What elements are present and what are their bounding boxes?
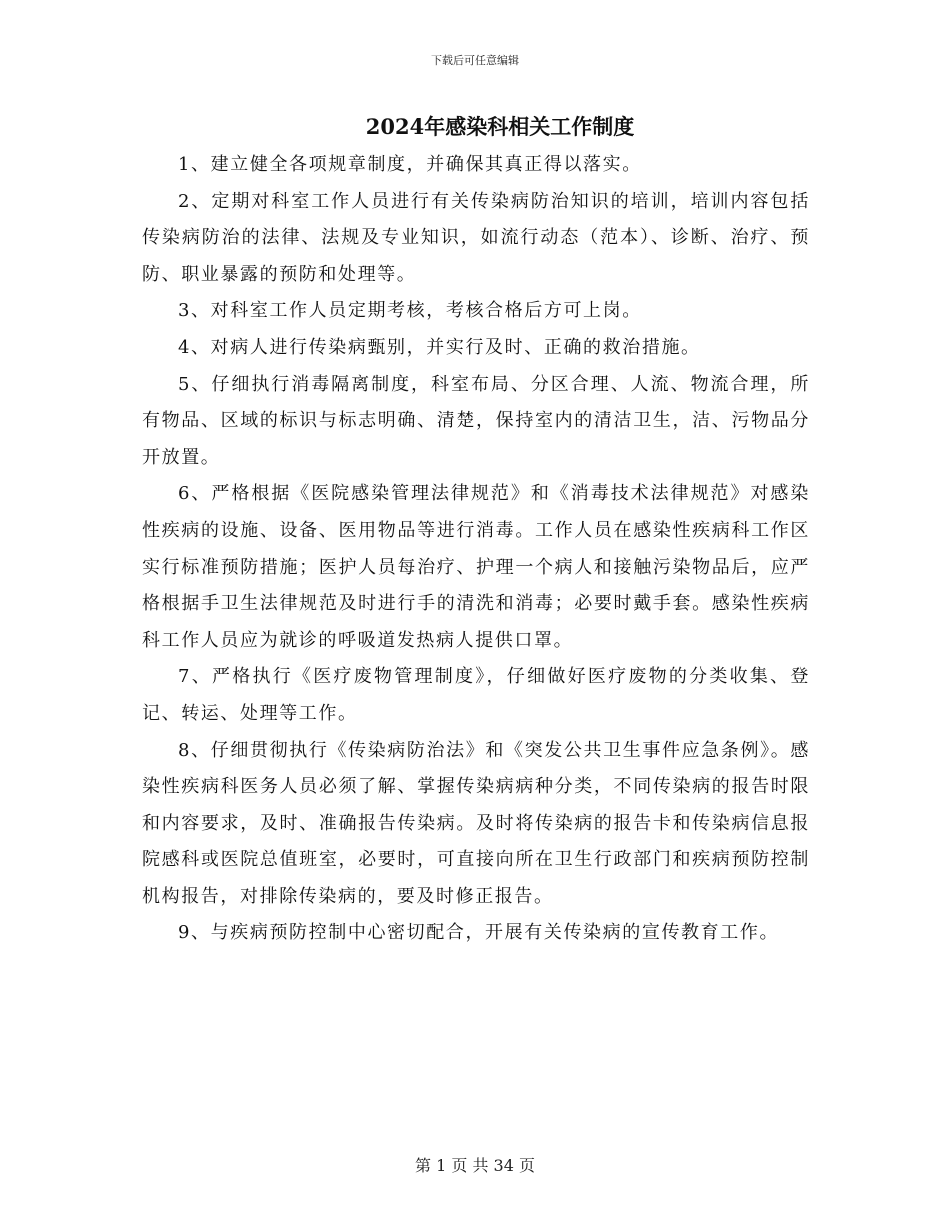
page-number-footer: 第 1 页 共 34 页	[415, 1156, 535, 1175]
document-body	[142, 147, 810, 952]
paragraph-5: 5、仔细执行消毒隔离制度，科室布局、分区合理、人流、物流合理，所有物品、区域的标识与标志明确、清楚，保持室内的清洁卫生，洁、污物品分开放置。	[142, 373, 810, 468]
paragraph-2: 2、定期对科室工作人员进行有关传染病防治知识的培训，培训内容包括传染病防治的法律、法规及专业知识，如流行动态（范本）、诊断、治疗、预防、职业暴露的预防和处理等。	[142, 190, 810, 285]
paragraph-7: 7、严格执行《医疗废物管理制度》，仔细做好医疗废物的分类收集、登记、转运、处理等工作。	[142, 666, 810, 724]
paragraph-6: 6、严格根据《医院感染管理法律规范》和《消毒技术法律规范》对感染性疾病的设施、设备、医用物品等进行消毒。工作人员在感染性疾病科工作区实行标准预防措施；医护人员每治疗、护理一个病人和接触污染物品后，应严格根据手卫生法律规范及时进行手的清洗和消毒；必要时戴手套。感染性疾病科工作人员应为就诊的呼吸道发热病人提供口罩。	[142, 483, 810, 651]
paragraph-1: 1、建立健全各项规章制度，并确保其真正得以落实。	[178, 154, 642, 175]
paragraph-8: 8、仔细贯彻执行《传染病防治法》和《突发公共卫生事件应急条例》。感染性疾病科医务人员必须了解、掌握传染病病种分类，不同传染病的报告时限和内容要求，及时、准确报告传染病。及时将传染病的报告卡和传染病信息报院感科或医院总值班室，必要时，可直接向所在卫生行政部门和疾病预防控制机构报告，对排除传染病的，要及时修正报告。	[142, 739, 810, 907]
paragraph-3: 3、对科室工作人员定期考核，考核合格后方可上岗。	[178, 300, 642, 322]
page-header: 下载后可任意编辑	[431, 54, 519, 67]
document-title: 2024年感染科相关工作制度	[365, 114, 635, 139]
paragraph-4: 4、对病人进行传染病甄别，并实行及时、正确的救治措施。	[178, 336, 701, 358]
paragraph-9: 9、与疾病预防控制中心密切配合，开展有关传染病的宣传教育工作。	[178, 922, 780, 944]
